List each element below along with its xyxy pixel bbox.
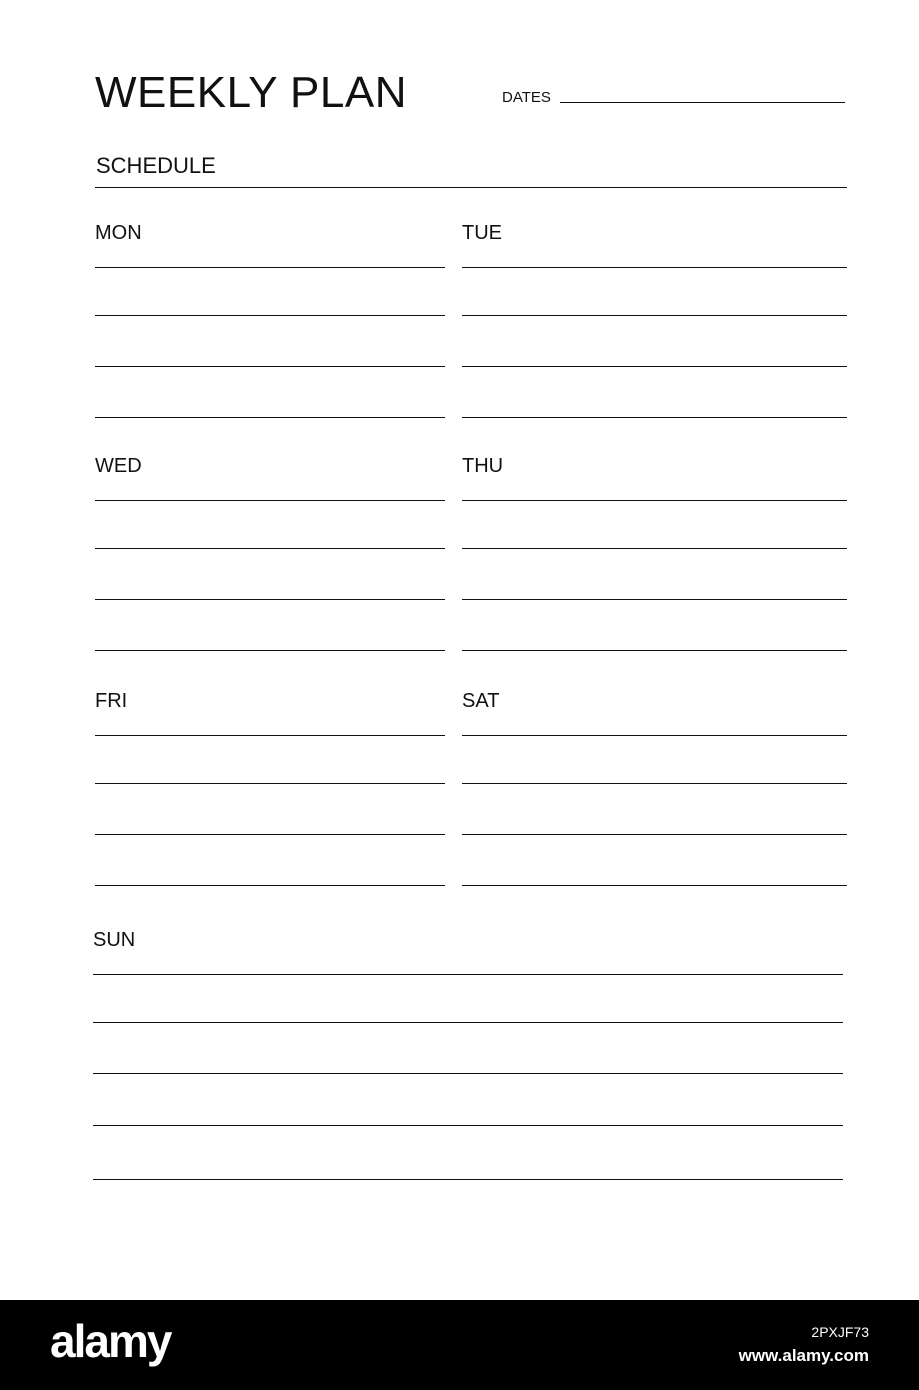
write-line[interactable]: [462, 834, 847, 835]
write-line[interactable]: [95, 267, 445, 268]
write-line[interactable]: [95, 500, 445, 501]
write-line[interactable]: [462, 500, 847, 501]
alamy-logo: alamy: [50, 1315, 171, 1367]
write-line[interactable]: [95, 366, 445, 367]
day-label-tue: TUE: [462, 222, 502, 244]
write-line[interactable]: [462, 885, 847, 886]
write-line[interactable]: [462, 599, 847, 600]
schedule-divider: [95, 187, 847, 188]
day-label-mon: MON: [95, 222, 142, 244]
write-line[interactable]: [462, 783, 847, 784]
write-line[interactable]: [95, 599, 445, 600]
page-title: WEEKLY PLAN: [95, 68, 407, 117]
write-line[interactable]: [95, 735, 445, 736]
write-line[interactable]: [95, 783, 445, 784]
write-line[interactable]: [93, 1179, 843, 1180]
dates-write-line[interactable]: [560, 102, 845, 103]
write-line[interactable]: [462, 267, 847, 268]
write-line[interactable]: [462, 548, 847, 549]
day-label-sun: SUN: [93, 929, 136, 951]
write-line[interactable]: [462, 315, 847, 316]
write-line[interactable]: [93, 1125, 843, 1126]
dates-label: DATES: [502, 89, 551, 106]
site-url: www.alamy.com: [738, 1346, 869, 1365]
write-line[interactable]: [93, 974, 843, 975]
write-line[interactable]: [93, 1022, 843, 1023]
write-line[interactable]: [93, 1073, 843, 1074]
schedule-heading: SCHEDULE: [96, 153, 216, 178]
write-line[interactable]: [95, 315, 445, 316]
day-label-thu: THU: [462, 455, 504, 477]
write-line[interactable]: [95, 885, 445, 886]
write-line[interactable]: [95, 548, 445, 549]
write-line[interactable]: [462, 735, 847, 736]
write-line[interactable]: [95, 834, 445, 835]
day-label-sat: SAT: [462, 690, 500, 712]
write-line[interactable]: [95, 650, 445, 651]
write-line[interactable]: [462, 417, 847, 418]
write-line[interactable]: [462, 650, 847, 651]
day-label-wed: WED: [95, 455, 142, 477]
image-id: 2PXJF73: [811, 1324, 869, 1340]
watermark-bar: [0, 1300, 919, 1390]
write-line[interactable]: [95, 417, 445, 418]
write-line[interactable]: [462, 366, 847, 367]
day-label-fri: FRI: [95, 690, 128, 712]
